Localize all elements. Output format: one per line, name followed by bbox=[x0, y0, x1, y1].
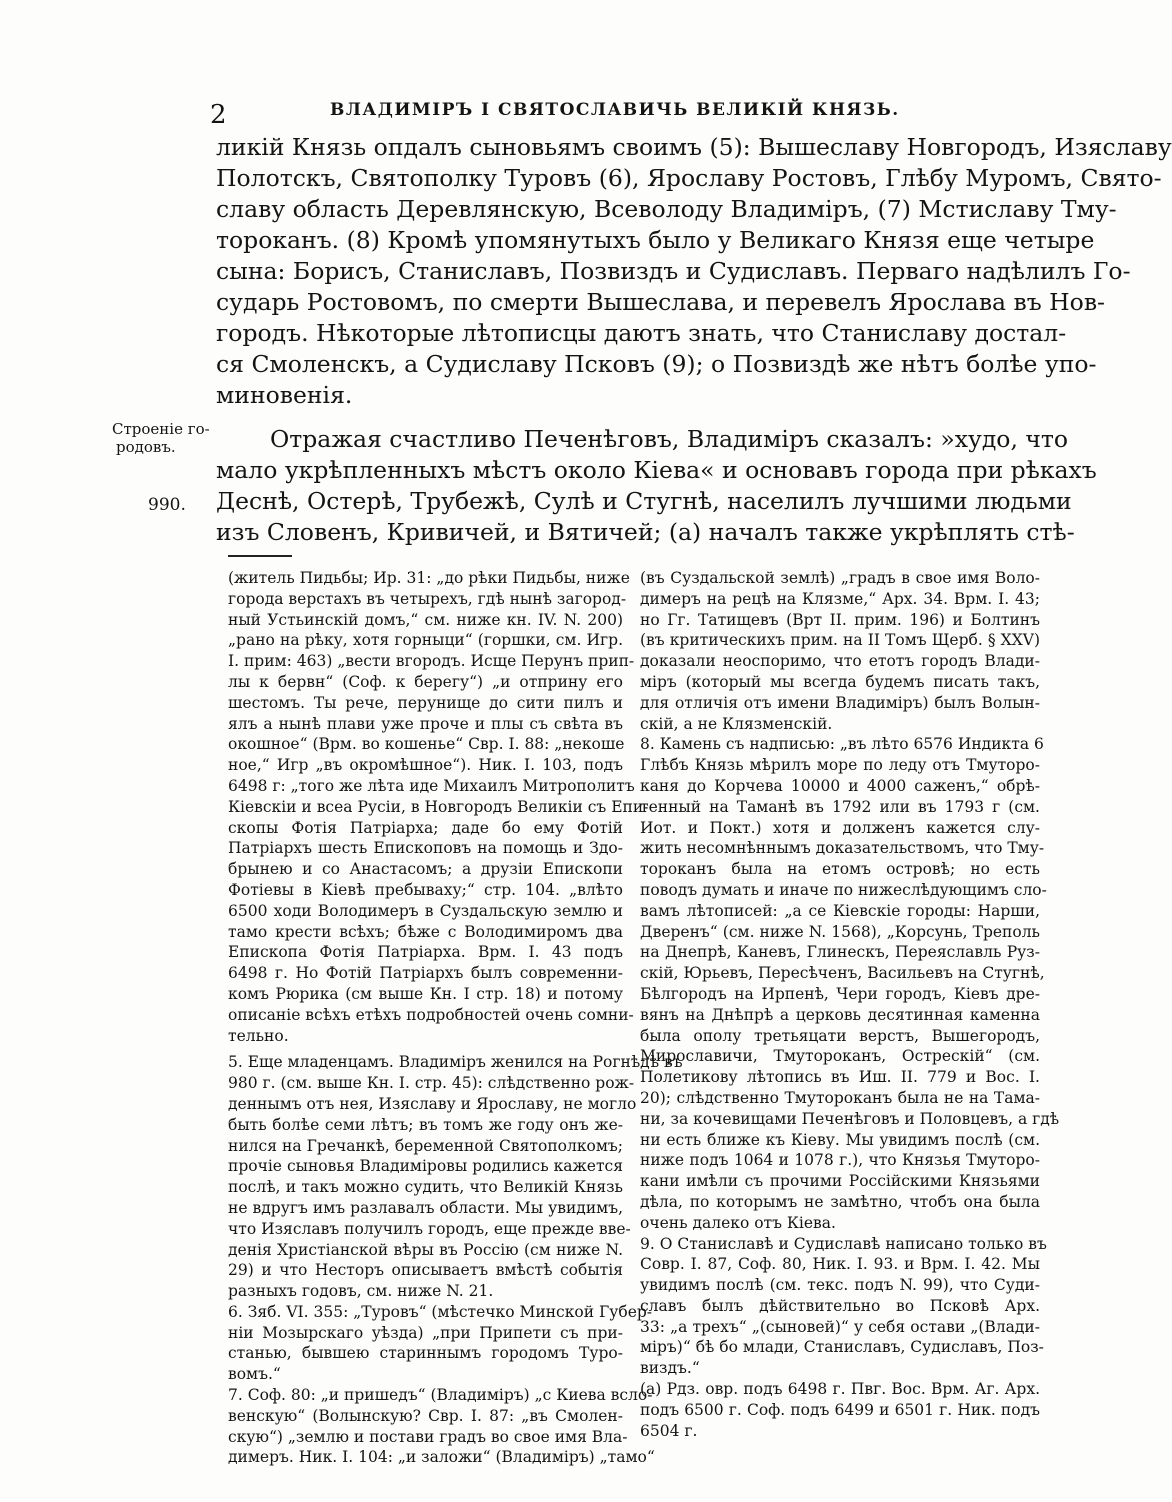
footnote-line: (а) Рдз. овр. подъ 6498 г. Пвг. Вос. Врм. Аг. Арх. bbox=[640, 1380, 1040, 1399]
footnote-line: тельно. bbox=[228, 1026, 289, 1045]
footnote-line: ни есть ближе къ Кіеву. Мы увидимъ послѣ (см. bbox=[640, 1130, 1040, 1149]
footnote-line: лы к бервн“ (Соф. к берегу“) „и отприну его bbox=[228, 672, 623, 691]
footnote-line: каня до Корчева 10000 и 4000 саженъ,“ обрѣ- bbox=[640, 776, 1040, 795]
footnote-line: на Днепрѣ, Каневъ, Глинескъ, Переяславль Руз- bbox=[640, 943, 1040, 962]
footnote-line: (житель Пидьбы; Ир. 31: „до рѣки Пидьбы, ниже bbox=[228, 569, 630, 587]
footnote-line: скую“) „землю и постави градъ во свое имя Вла- bbox=[228, 1427, 628, 1446]
footnote-line: Кіевскіи и всеа Русіи, в Новгородъ Великіи съ Епи- bbox=[228, 797, 649, 816]
footnote-line: жить несомнѣннымъ доказательствомъ, что Тму- bbox=[640, 839, 1045, 858]
footnote-line: но Гг. Татищевъ (Врт II. прим. 196) и Болтинъ bbox=[640, 610, 1040, 629]
footnote-line: подъ 6500 г. Соф. подъ 6499 и 6501 г. Ник. подъ bbox=[640, 1400, 1040, 1419]
main-text-line: изъ Словенъ, Кривичей, и Вятичей; (а) началъ также укрѣплять стѣ- bbox=[216, 518, 1075, 546]
footnote-line: окошное“ (Врм. во кошенье“ Свр. I. 88: „некоше bbox=[228, 735, 625, 754]
footnote-line: (въ критическихъ прим. на II Томъ Щерб. § XXV) bbox=[640, 631, 1040, 650]
main-text-line: мало укрѣпленныхъ мѣстъ около Кіева« и основавъ города при рѣкахъ bbox=[216, 456, 1097, 484]
footnote-line: ниже подъ 1064 и 1078 г.), что Князья Тмуторо- bbox=[640, 1151, 1040, 1170]
footnote-line: ніи Мозырскаго уѣзда) „при Припети съ при- bbox=[228, 1323, 623, 1342]
main-text-line: городъ. Нѣкоторые лѣтописцы даютъ знать, что Станиславу достал- bbox=[216, 319, 1067, 347]
footnote-line: Совр. I. 87, Соф. 80, Ник. I. 93. и Врм. I. 42. Мы bbox=[640, 1255, 1040, 1274]
footnote-line: 6500 ходи Володимеръ в Суздальскую землю и bbox=[228, 901, 623, 920]
footnote-line: деннымъ отъ нея, Изяславу и Ярославу, не могло bbox=[228, 1094, 637, 1113]
footnote-line: брынею и со Анастасомъ; а друзіи Епископи bbox=[228, 860, 623, 879]
footnote-line: 6498 г: „того же лѣта иде Михаилъ Митрополитъ bbox=[228, 776, 635, 795]
footnote-line: славъ былъ дѣйствительно во Псковѣ Арх. bbox=[640, 1296, 1040, 1315]
margin-note-line: Строеніе го- bbox=[112, 420, 210, 438]
footnote-line: венскую“ (Волынскую? Свр. I. 87: „въ Смолен- bbox=[228, 1406, 623, 1425]
footnote-line: ялъ а нынѣ плави уже проче и плы съ свѣта въ bbox=[228, 714, 623, 733]
footnote-line: не вдругъ имъ разлавалъ области. Мы увидимъ, bbox=[228, 1198, 623, 1217]
footnote-line: Мирославичи, Тмутороканъ, Острескій“ (см. bbox=[640, 1047, 1040, 1066]
footnote-line: комъ Рюрика (см выше Кн. I стр. 18) и потому bbox=[228, 984, 623, 1003]
footnote-line: 6498 г. Но Фотій Патріархъ былъ современни- bbox=[228, 964, 623, 983]
footnote-line: поводъ думать и иначе по нижеслѣдующимъ сло- bbox=[640, 880, 1047, 899]
footnote-line: 20); слѣдственно Тмутороканъ была не на Тама- bbox=[640, 1088, 1040, 1107]
footnote-line: вамъ лѣтописей: „а се Кіевскіе городы: Нарши, bbox=[640, 901, 1040, 920]
footnote-line: 8. Камень съ надписью: „въ лѣто 6576 Индикта 6 bbox=[640, 735, 1044, 754]
footnote-line: ни, за кочевищами Печенѣговъ и Половцевъ, а гдѣ bbox=[640, 1109, 1060, 1128]
footnote-line: нился на Гречанкѣ, беременной Святополкомъ; bbox=[228, 1136, 623, 1155]
footnote-line: Бѣлгородъ на Ирпенѣ, Чери городъ, Кіевъ дре- bbox=[640, 984, 1040, 1003]
footnote-line: міръ (который мы всегда будемъ писать такъ, bbox=[640, 672, 1040, 691]
footnote-line: „рано на рѣку, хотя горныци“ (горшки, см. Игр. bbox=[228, 631, 623, 650]
footnote-line: доказали неоспоримо, что етотъ городъ Влади- bbox=[640, 652, 1040, 671]
footnote-line: Дверенъ“ (см. ниже N. 1568), „Корсунь, Треполь bbox=[640, 922, 1040, 941]
margin-year: 990. bbox=[148, 495, 186, 515]
footnote-line: дѣла, по которымъ не замѣтно, чтобъ она была bbox=[640, 1192, 1040, 1211]
footnote-line: вянъ на Днѣпрѣ а церковь десятинная каменна bbox=[640, 1005, 1040, 1024]
footnote-line: ное,“ Игр „въ окромѣшное“). Ник. I. 103, подъ bbox=[228, 756, 623, 775]
main-text-line: сына: Борисъ, Станиславъ, Позвиздъ и Судиславъ. Перваго надѣлилъ Го- bbox=[216, 257, 1131, 285]
footnote-line: димеръ. Ник. I. 104: „и заложи“ (Владиміръ) „тамо“ bbox=[228, 1448, 655, 1467]
footnote-line: 980 г. (см. выше Кн. I. стр. 45): слѣдственно рож- bbox=[228, 1074, 635, 1093]
footnote-line: была ополу третьяцати верстъ, Вышегородъ, bbox=[640, 1026, 1040, 1045]
footnote-line: тенный на Таманѣ въ 1792 или въ 1793 г (см. bbox=[640, 797, 1040, 816]
footnote-line: разныхъ годовъ, см. ниже N. 21. bbox=[228, 1282, 494, 1301]
footnote-line: 9. О Станиславѣ и Судиславѣ написано только въ bbox=[640, 1234, 1047, 1253]
footnote-line: Патріархъ шесть Епископовъ на помощь и Здо- bbox=[228, 839, 623, 858]
footnote-line: виздъ.“ bbox=[640, 1359, 700, 1378]
footnote-line: Глѣбъ Князь мѣрилъ море по леду отъ Тмуторо- bbox=[640, 756, 1040, 775]
footnote-line: послѣ, и такъ можно судить, что Великій Князь bbox=[228, 1178, 623, 1197]
main-text-line: Отражая счастливо Печенѣговъ, Владиміръ сказалъ: »худо, что bbox=[270, 425, 1069, 453]
footnote-line: очень далеко отъ Кіева. bbox=[640, 1213, 836, 1232]
footnotes-right-column bbox=[640, 568, 1060, 1441]
main-text-line: ликій Князь опдалъ сыновьямъ своимъ (5): Вышеславу Новгородъ, Изяславу bbox=[216, 133, 1172, 161]
footnote-line: тороканъ была на етомъ островѣ; но есть bbox=[640, 860, 1040, 879]
footnote-line: 6. Зяб. VI. 355: „Туровъ“ (мѣстечко Минской Губер- bbox=[228, 1302, 653, 1321]
footnote-line: 33: „а трехъ“ „(сыновей)“ у себя остави „(Влади- bbox=[640, 1317, 1040, 1336]
footnote-line: шестомъ. Ты рече, перунище до сити пилъ и bbox=[228, 693, 623, 712]
footnote-line: Фотіевы в Кіевѣ пребываху;“ стр. 104. „влѣто bbox=[228, 880, 623, 899]
footnote-line: станью, бывшею стариннымъ городомъ Туро- bbox=[228, 1344, 623, 1363]
footnote-line: скій, а не Клязменскій. bbox=[640, 714, 833, 733]
main-text-line: славу область Деревлянскую, Всеволоду Владиміръ, (7) Мстиславу Тму- bbox=[216, 195, 1117, 223]
footnote-line: описаніе всѣхъ етѣхъ подробностей очень сомни- bbox=[228, 1005, 634, 1024]
main-text-line: миновенія. bbox=[216, 381, 353, 409]
footnote-line: кани имѣли съ прочими Россійскими Князьями bbox=[640, 1172, 1040, 1191]
footnote-line: Иот. и Покт.) хотя и долженъ кажется слу- bbox=[640, 818, 1040, 837]
footnote-line: скій, Юрьевъ, Пересѣченъ, Васильевъ на Стугнѣ, bbox=[640, 964, 1045, 983]
main-text-line: сударь Ростовомъ, по смерти Вышеслава, и перевелъ Ярослава въ Нов- bbox=[216, 288, 1105, 316]
footnote-rule bbox=[228, 555, 292, 557]
running-head: ВЛАДИМІРЪ І СВЯТОСЛАВИЧЬ ВЕЛИКІЙ КНЯЗЬ. bbox=[330, 100, 900, 120]
footnote-line: ный Устьинскій домъ,“ см. ниже кн. IV. N. 200) bbox=[228, 610, 623, 629]
margin-note bbox=[112, 420, 210, 456]
footnote-line: быть болѣе семи лѣтъ; въ томъ же году онъ же- bbox=[228, 1115, 623, 1134]
footnote-line: вомъ.“ bbox=[228, 1365, 281, 1384]
footnote-line: города верстахъ въ четырехъ, гдѣ нынѣ загород- bbox=[228, 589, 627, 608]
footnote-line: (въ Суздальской землѣ) „градъ в свое имя Воло- bbox=[640, 569, 1040, 587]
footnote-line: I. прим: 463) „вести вгородъ. Исще Перунъ прип- bbox=[228, 652, 635, 671]
footnote-line: міръ)“ бѣ бо млади, Станиславъ, Судиславъ, Поз- bbox=[640, 1338, 1044, 1357]
footnote-line: увидимъ послѣ (см. текс. подъ N. 99), что Суди- bbox=[640, 1276, 1040, 1295]
footnote-line: 5. Еще младенцамъ. Владиміръ женился на Рогнѣдѣ въ bbox=[228, 1053, 683, 1072]
footnote-line: скопы Фотія Патріарха; даде бо ему Фотій bbox=[228, 818, 623, 837]
main-text-line: ся Смоленскъ, а Судиславу Псковъ (9); о Позвиздѣ же нѣтъ болѣе упо- bbox=[216, 350, 1097, 378]
footnote-line: димеръ на рецѣ на Клязме,“ Арх. 34. Врм. I. 43; bbox=[640, 589, 1040, 608]
main-text-line: Полотскъ, Святополку Туровъ (6), Ярославу Ростовъ, Глѣбу Муромъ, Свято- bbox=[216, 164, 1162, 192]
footnote-line: прочіе сыновья Владиміровы родились кажется bbox=[228, 1157, 623, 1176]
main-text-line: тороканъ. (8) Кромѣ упомянутыхъ было у Великаго Князя еще четыре bbox=[216, 226, 1095, 254]
footnote-line: 29) и что Несторъ описываетъ вмѣстѣ событія bbox=[228, 1261, 623, 1280]
footnote-line: тамо крести всѣхъ; бѣже с Володимиромъ два bbox=[228, 922, 623, 941]
page-number: 2 bbox=[210, 100, 227, 130]
footnote-line: Епископа Фотія Патріарха. Врм. I. 43 подъ bbox=[228, 943, 623, 962]
footnote-line: 6504 г. bbox=[640, 1421, 698, 1440]
footnote-line: для отличія отъ имени Владиміръ) былъ Волын- bbox=[640, 693, 1040, 712]
main-text-line: Деснѣ, Остерѣ, Трубежѣ, Сулѣ и Стугнѣ, населилъ лучшими людьми bbox=[216, 487, 1072, 515]
footnote-line: Полетикову лѣтопись въ Иш. II. 779 и Вос. I. bbox=[640, 1068, 1040, 1087]
margin-note-line: родовъ. bbox=[116, 438, 176, 456]
footnote-line: денія Христіанской вѣры въ Россію (см ниже N. bbox=[228, 1240, 623, 1259]
footnote-line: что Изяславъ получилъ городъ, еще прежде вве- bbox=[228, 1219, 631, 1238]
footnote-line: 7. Соф. 80: „и пришедъ“ (Владиміръ) „с Киева всло- bbox=[228, 1386, 653, 1405]
